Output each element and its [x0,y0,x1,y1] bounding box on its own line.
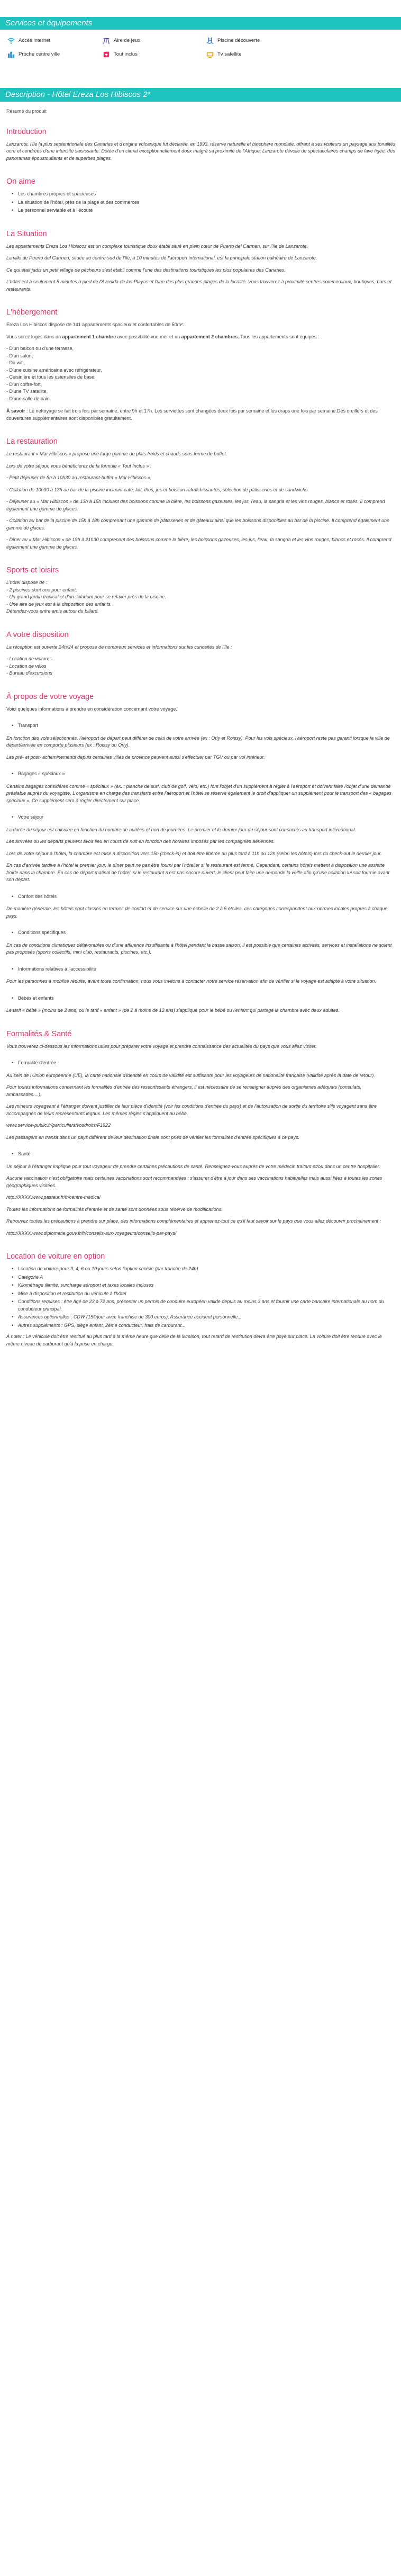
paragraph: Les passagers en transit dans un pays différent de leur destination finale sont priés de vérifier les formalités d'entrée spécifiques à ce pays. [6,1134,300,1140]
paragraph: Un séjour à l'étranger implique pour tout voyageur de prendre certaines précautions de santé. Renseignez-vous auprès de votre médecin traitant et/ou dans un centre hospitalier. [6,1163,380,1169]
link-text[interactable]: http://XXXX.www.diplomatie.gouv.fr/fr/conseils-aux-voyageurs/conseils-par-pays/ [6,1230,177,1236]
paragraph: La ville de Puerto del Carmen, située au centre-sud de l'île, à 10 minutes de l'aéroport international, est la principale station balnéaire de Lanzarote. [6,255,317,261]
all-inclusive-icon [103,51,110,58]
text: avec possibilité vue mer et un [116,334,181,339]
paragraph: En cas d'arrivée tardive à l'hôtel le premier jour, le dîner peut ne pas être fourni par l'hôtelier si le restaurant est fermé. Cependant, certains hôtels mettent à disposition une assiette froide dans la chambre. En cas de départ matinal de l'hôtel, si le restaurant n'est pas encore ouvert, le client peut faire une demande la veille afin qu'une collation lui soit fournie avant son départ. [6,863,390,882]
list-item: - D'une cuisine américaine avec réfrigérateur, [6,367,102,373]
car-rental-note: À noter : Le véhicule doit être restitué au plus tard à la même heure que celle de la livraison, tout retard de restitution devra être payé sur place. La voiture doit être rendue avec le même niveau de carburant qu'à la prise en charge. [6,1334,382,1347]
rooms-paragraph [6,334,396,341]
paragraph: De manière générale, les hôtels sont classés en termes de confort et de service sur une échelle de 2 à 5 étoiles, ces catégories correspondent aux normes locales propres à chaque pays. [6,906,388,919]
paragraph: Aucune vaccination n'est obligatoire mais certaines vaccinations sont recommandées : s'assurer d'être à jour dans ses vaccinations habituelles mais aussi liées à toutes les zones géographiques visitées. [6,1175,382,1188]
subsection-formalite-entree: • Formalité d'entrée [6,1060,396,1067]
subsection-sante: • Santé [6,1151,396,1158]
list-item: - Du wifi, [6,360,25,365]
section-title-formalites: Formalités & Santé [6,1029,72,1038]
city-center-icon [7,51,15,58]
sante-text [6,1163,396,1237]
paragraph: Lors de votre séjour, vous bénéficierez de la formule « Tout Inclus » : [6,463,152,469]
subsection-bagages: • Bagages « spéciaux » [6,770,396,778]
section-title-on-aime: On aime [6,177,35,186]
sejour-text [6,827,396,884]
paragraph: Le tarif « bébé » (moins de 2 ans) ou le tarif « enfant » (de 2 à moins de 12 ans) s'applique pour le bébé ou l'enfant qui partage la chambre avec deux adultes. [6,1008,340,1013]
paragraph: En fonction des vols sélectionnés, l'aéroport de départ peut différer de celui de votre arrivée (ex : Orly et Roissy). Pour les vols spéciaux, l'aéroport reste pas garanti lorsque la ville de départ/arrivée en comporte plusieurs (ex : Roissy ou Orly). [6,735,390,748]
list-item: - Location de voitures [6,656,52,661]
paragraph: Vous trouverez ci-dessous les informations utiles pour préparer votre voyage et prendre connaissance des actualités du pays que vous allez visiter. [6,1043,317,1049]
list-item: • Le personnel serviable et à l'écoute [18,207,396,214]
paragraph: - Petit déjeuner de 8h à 10h30 au restaurant-buffet « Mar Hibiscos ». [6,475,152,480]
paragraph: Les mineurs voyageant à l'étranger doivent justifier de leur pièce d'identité (voir les conditions d'entrée du pays) et de l'autorisation de sortie du territoire s'ils voyagent sans être accompagnés de leurs représentants légaux. Les mêmes règles s'appliquent au bébé. [6,1103,377,1116]
list-item: - Un grand jardin tropical et d'un solarium pour se relaxer près de la piscine. [6,594,166,599]
paragraph: Les pré- et post- acheminements depuis certaines villes de province peuvent aussi s'effectuer par TGV ou par vol intérieur. [6,754,265,760]
paragraph: Les appartements Ereza Los Hibiscos est un complexe touristique doux établi situé en plein cœur de Puerto del Carmen, sur l'île de Lanzarote. [6,243,308,249]
situation-text [6,243,396,293]
section-title-disposition: A votre disposition [6,630,69,639]
list-item: - D'un salon, [6,353,33,358]
services-grid [0,30,401,58]
list-item: - D'une TV satellite, [6,389,48,394]
list-item: L'hôtel dispose de : [6,580,48,585]
disposition-list [6,656,396,677]
paragraph: Le restaurant « Mar Hibiscos » propose une large gamme de plats froids et chauds sous forme de buffet. [6,451,227,456]
text: Vous serez logés dans un [6,334,62,339]
paragraph: - Déjeuner au « Mar Hibiscos » de 13h à 15h incluant des boissons comme la bière, les boissons gazeuses, les jus, l'eau, la sangria et les vins rouges, blancs et rosés. Il comprend également une gamme de glaces. [6,499,385,511]
room-type: appartement 2 chambres [181,334,238,339]
service-city-center [7,51,73,58]
subsection-conditions: • Conditions spécifiques [6,929,396,937]
section-title-hebergement: L'hébergement [6,308,58,317]
paragraph: Toutes les informations de formalités d'entrée et de santé sont données sous réserve de modifications. [6,1206,223,1212]
intro-text: Lanzarote, l'île la plus septentrionale des Canaries et d'origine volcanique fut déclarée, en 1993, réserve naturelle et biosphère mondiale, offrant à ses visiteurs un paysage aux tonalités ocre et cendrées d'une intensité saisissante. Dotée d'un climat exceptionnellement doux malgré sa proximité de l'Afrique, Lanzarote dévoile de spectaculaires champs de lave figée, des panoramas époustouflants et de superbes plages. [6,141,396,161]
list-item: Détendez-vous entre amis autour du billard. [6,608,99,614]
tv-icon [206,51,214,58]
paragraph: - Dîner au « Mar Hibiscos » de 19h à 21h30 comprenant des boissons comme la bière, les boissons gazeuses, les jus, l'eau, la sangria et les vins rouges, blancs et rosés. Il comprend également une gamme de glaces. [6,537,391,550]
link-text[interactable]: http://XXXX.www.pasteur.fr/fr/centre-medical [6,1195,101,1200]
list-item: • La situation de l'hôtel, près de la plage et des commerces [18,199,396,207]
paragraph: L'hôtel est à seulement 5 minutes à pied de l'Avenida de las Playas et l'une des plus grandes plages de la localité. Vous trouverez à proximité centres commerciaux, boutiques, bars et restaurants. [6,279,392,292]
car-rental-list [6,1265,396,1329]
service-label: Aire de jeux [114,38,141,44]
service-label: Proche centre ville [19,51,60,58]
list-item: • Location de voiture pour 3, 4, 6 ou 10 jours selon l'option choisie (par tranche de 24h) [18,1265,396,1273]
paragraph: Ce qui était jadis un petit village de pêcheurs s'est établi comme l'une des destinations touristiques les plus populaires des Canaries. [6,267,286,273]
list-item: - D'une salle de bain. [6,396,51,401]
transport-text [6,735,396,761]
paragraph: Retrouvez toutes les précautions à prendre sur place, des informations complémentaires et apprenez-tout ce qu'il faut savoir sur le pays que vous allez découvrir prochainement : [6,1218,381,1224]
paragraph: Pour les personnes à mobilité réduite, avant toute confirmation, nous vous invitons à contacter notre service réservation afin de vérifier si le voyage est adapté à votre situation. [6,979,376,984]
list-item: • Autres suppléments : GPS, siège enfant, 2ème conducteur, frais de carburant... [18,1322,396,1330]
list-item: • Mise à disposition et restitution du véhicule à l'hôtel [18,1290,396,1298]
service-label: Tv satellite [217,51,242,58]
service-pool [206,37,291,44]
equipment-list [6,345,396,402]
paragraph: Voici quelques informations à prendre en considération concernant votre voyage. [6,706,177,712]
subsection-accessibilite: • Informations relatives à l'accessibilité [6,966,396,973]
paragraph: Certains bagages considérés comme « spéciaux » (ex. : planche de surf, club de golf, vélo, etc.) font l'objet d'un supplément à régler à l'aéroport et doivent faire l'objet d'une demande préalable auprès du voyagiste. L'organisme en charge des transferts entre l'aéroport et l'hôtel se réserve également le droit d'appliquer un supplément pour le transport des « bagages spéciaux ». Ce supplément sera à régler directement sur place. [6,783,391,803]
list-item: - D'un balcon ou d'une terrasse, [6,346,74,351]
paragraph: En cas de conditions climatiques défavorables ou d'une affluence insuffisante à l'hôtel pendant la basse saison, il est possible que certaines activités, services et installations ne soient pas proposés (sports collectifs, mini club, restaurants, piscines, etc.). [6,942,392,955]
restauration-text [6,451,396,551]
subsection-bebes: • Bébés et enfants [6,995,396,1002]
content [0,108,401,1348]
subsection-transport: • Transport [6,722,396,730]
list-item: • Conditions requises : être âgé de 23 à 72 ans, présenter un permis de conduire européen valide depuis au moins 3 ans et fournir une carte bancaire internationale au nom du conducteur principal. [18,1298,396,1313]
note-label: À savoir [6,408,25,414]
paragraph: - Collation de 10h30 à 13h au bar de la piscine incluant café, lait, thés, jus et boisson rafraîchissantes, sélection de pâtisseries et de sandwichs. [6,487,309,492]
service-internet [7,37,73,44]
playground-icon [103,37,110,44]
formalites-text [6,1072,396,1142]
paragraph: La durée du séjour est calculée en fonction du nombre de nuitées et non de journées. Le premier et le dernier jour du séjour sont consacrés au transport international. [6,827,356,832]
room-type: appartement 1 chambre [62,334,116,339]
subsection-sejour: • Votre séjour [6,814,396,821]
subsection-confort: • Confort des hôtels [6,893,396,901]
section-title-restauration: La restauration [6,437,58,446]
highlights-list [6,191,396,214]
list-item: - D'un coffre-fort, [6,381,42,387]
section-title-situation: La Situation [6,229,47,238]
service-tv [206,51,291,58]
service-label: Piscine découverte [217,38,260,44]
paragraph: Les arrivées ou les départs peuvent avoir lieu en cours de nuit en fonction des horaires imposés par les compagnies aériennes. [6,839,275,844]
paragraph: Au sein de l'Union européenne (UE), la carte nationale d'identité en cours de validité est suffisante pour les voyageurs de nationalité française (validité après la date de retour). [6,1072,375,1078]
product-summary: Résumé du produit [6,109,47,114]
list-item: - Bureau d'excursions [6,670,52,676]
description-banner: Description - Hôtel Ereza Los Hibiscos 2* [0,88,401,102]
list-item: - Cuisinière et tous les ustensiles de base, [6,374,96,380]
service-label: Tout inclus [114,51,138,58]
section-title-location: Location de voiture en option [6,1252,105,1261]
services-banner: Services et équipements [0,17,401,30]
sports-list [6,579,396,615]
paragraph: Ereza Los Hibiscos dispose de 141 appartements spacieux et confortables de 50m². [6,322,184,327]
section-title-apropos: À propos de votre voyage [6,692,94,701]
list-item: • Assurances optionnelles : CDW (15€/jour avec franchise de 300 euros), Assurance accident personnelle... [18,1314,396,1321]
service-all-inclusive [103,51,177,58]
section-title-introduction: Introduction [6,127,47,136]
wifi-icon [7,37,15,44]
list-item: • Catégorie A [18,1274,396,1281]
text: : Le nettoyage se fait trois fois par semaine, entre 9h et 17h. Les serviettes sont changées deux fois par semaine et les draps une fois par semaine.Des oreillers et des couvertures supplémentaires sont disponibles gratuitement. [6,408,378,421]
paragraph: Lors de votre séjour à l'hôtel, la chambre est mise à disposition vers 15h (check-in) et doit être libérée au plus tard à 11h ou 12h (selon les hôtels) lors du check-out le dernier jour. [6,850,382,856]
paragraph: La réception est ouverte 24h/24 et propose de nombreux services et informations sur les curiosités de l'île : [6,644,232,650]
service-playground [103,37,177,44]
pool-icon [206,37,214,44]
service-label: Accès internet [19,38,51,44]
list-item: • Les chambres propres et spacieuses [18,191,396,198]
list-item: • Kilométrage illimité, surcharge aéroport et taxes locales incluses [18,1282,396,1289]
list-item: - 2 piscines dont une pour enfant, [6,587,77,593]
note-paragraph [6,408,396,422]
list-item: - Une aire de jeux est à la disposition des enfants. [6,601,112,607]
paragraph: - Collation au bar de la piscine de 15h à 18h comprenant une gamme de pâtisseries et de gâteaux ainsi que les boissons disponibles au bar de la piscine. Il comprend également une gamme de glaces. [6,518,389,531]
list-item: - Location de vélos [6,663,47,669]
link-text[interactable]: www.service-public.fr/particuliers/vosdroits/F1922 [6,1123,111,1128]
paragraph: Pour toutes informations concernant les formalités d'entrée des ressortissants étrangers, il est nécessaire de se renseigner auprès des organismes adéquats (consulats, ambassades....). [6,1084,362,1097]
section-title-sports: Sports et loisirs [6,566,59,575]
text: . Tous les appartements sont équipés : [238,334,320,339]
